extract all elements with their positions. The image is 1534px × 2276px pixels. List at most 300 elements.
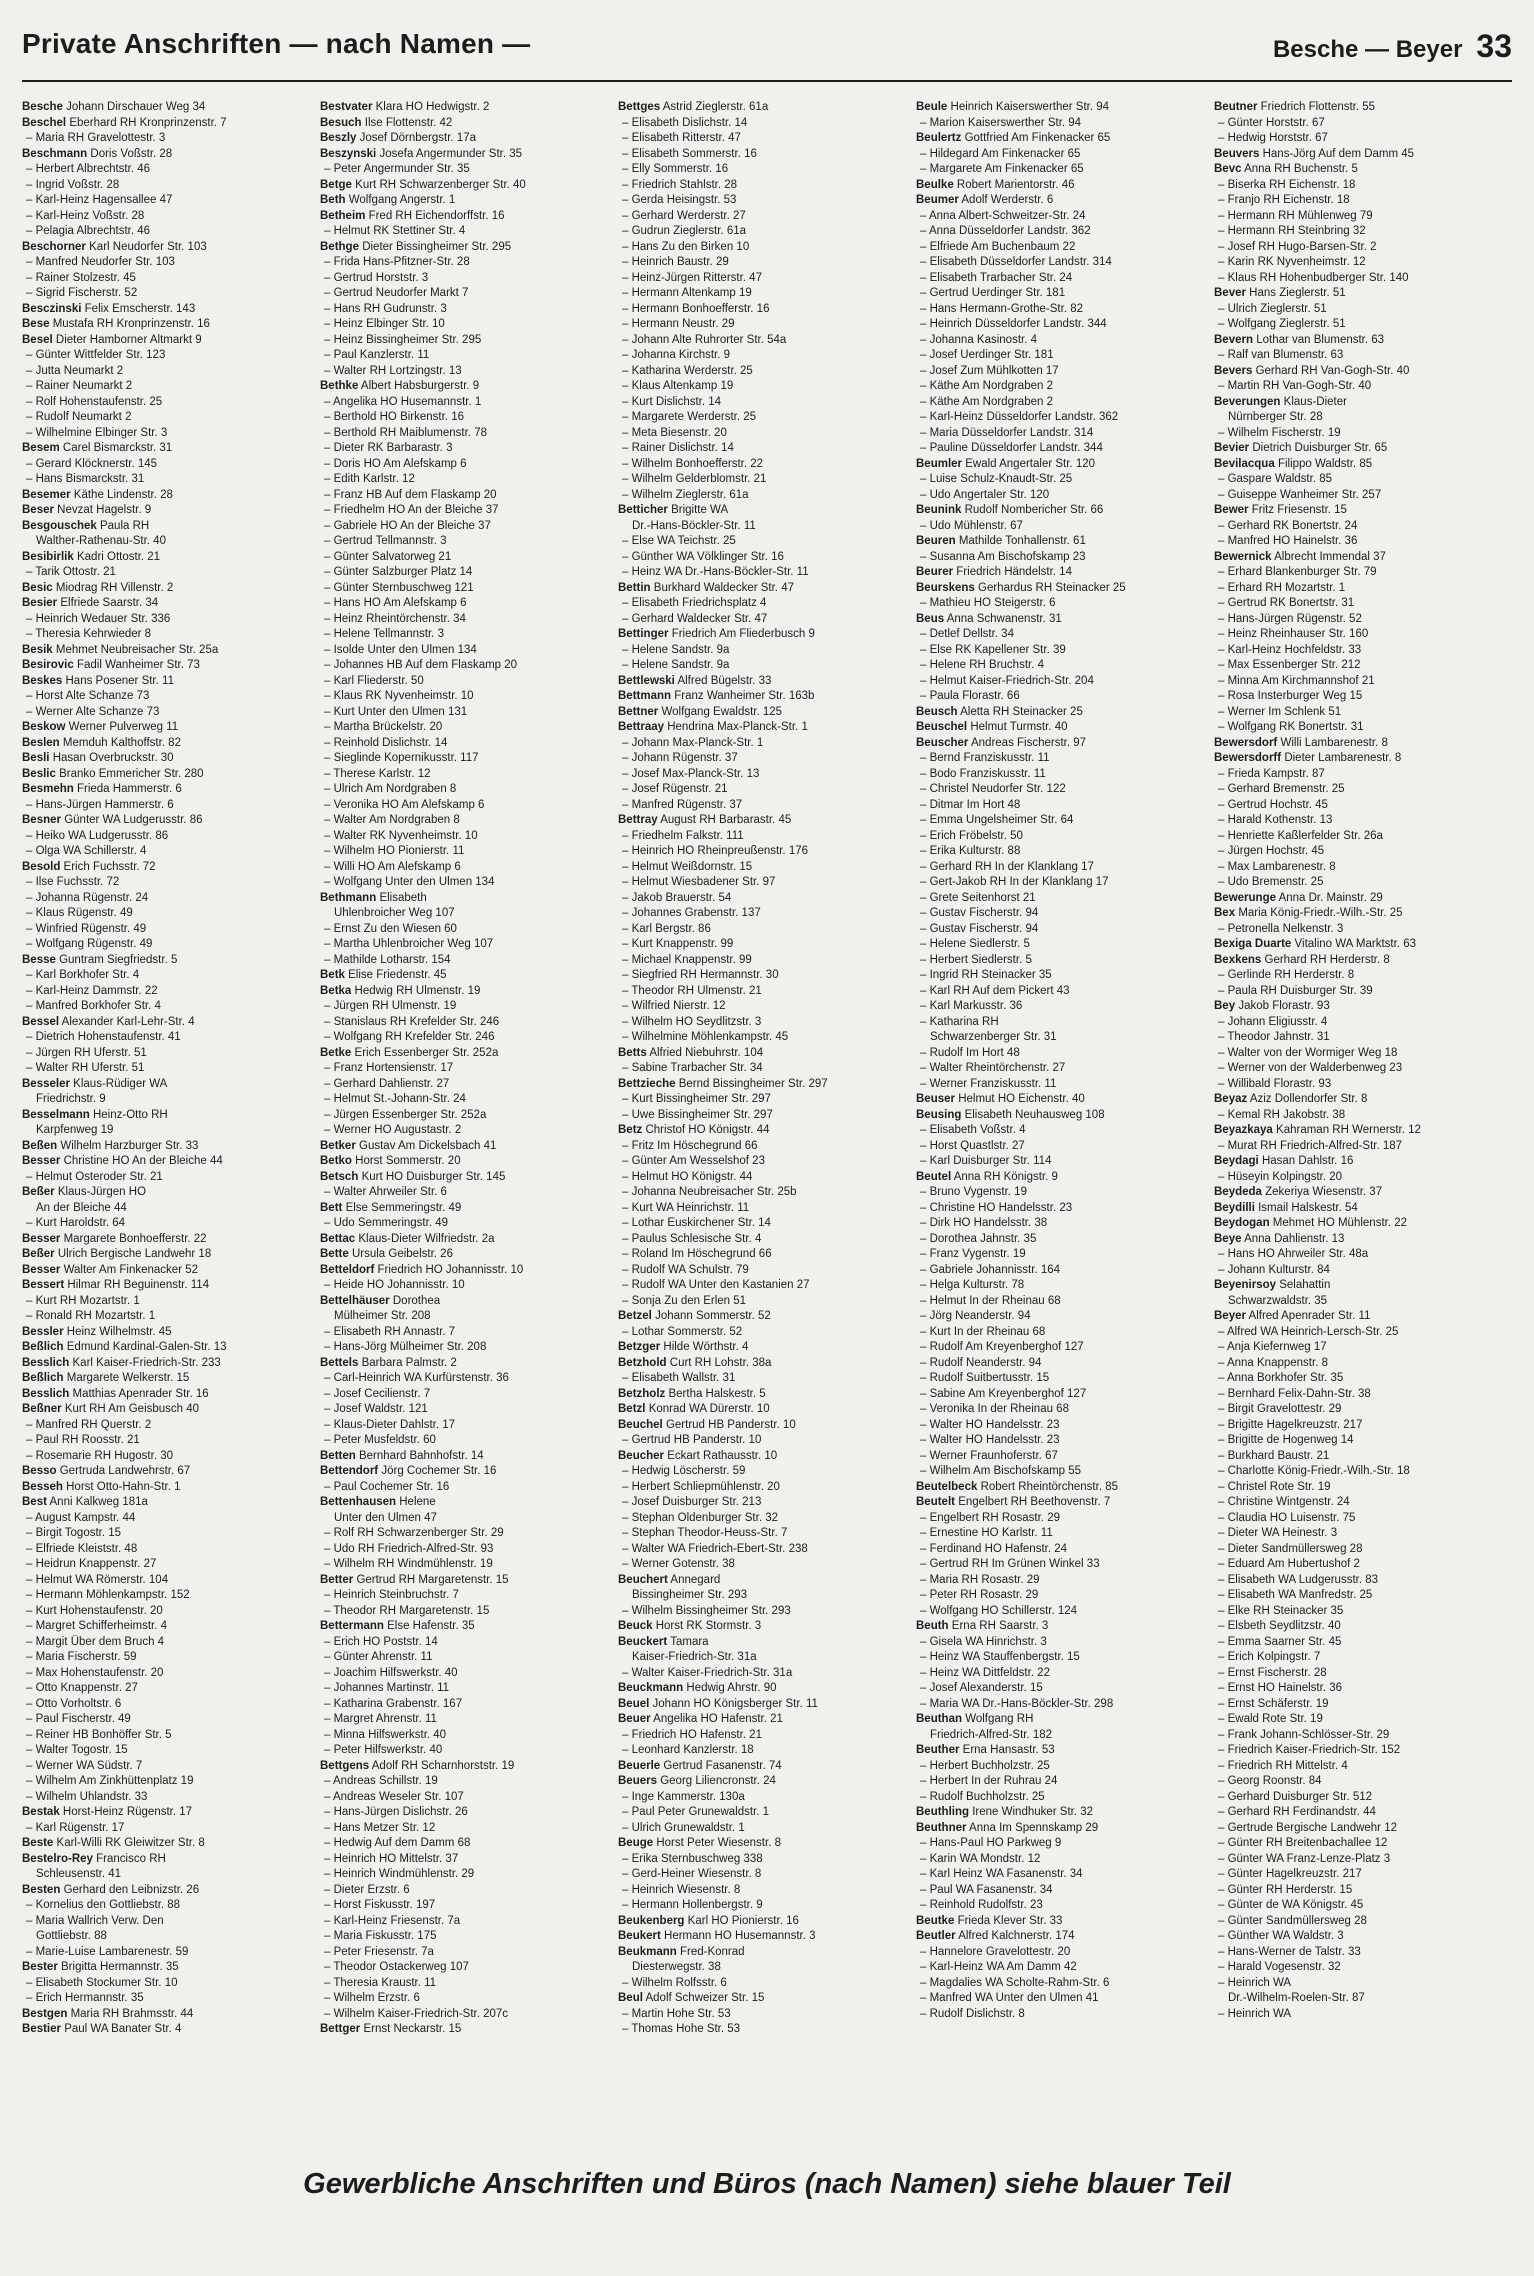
directory-entry	[1214, 302, 1506, 318]
entry-surname: Beyer	[1214, 1310, 1246, 1322]
entry-surname: Beurer	[916, 566, 954, 578]
directory-entry	[618, 720, 910, 736]
directory-entry	[320, 1681, 612, 1697]
entry-details: Angelika HO Hafenstr. 21	[653, 1713, 783, 1725]
directory-entry	[1214, 937, 1506, 953]
directory-entry	[320, 457, 612, 473]
entry-details: Willi Lambarenestr. 8	[1280, 736, 1388, 749]
entry-details: Johann HO Königsberger Str. 11	[652, 1697, 818, 1710]
directory-entry	[916, 426, 1208, 442]
directory-entry	[22, 1154, 314, 1170]
entry-subentry: – Walter HO Handelsstr. 23	[920, 1434, 1060, 1446]
directory-entry	[618, 1449, 910, 1465]
directory-entry	[618, 1356, 910, 1372]
entry-subentry: – Anna Düsseldorfer Landstr. 362	[920, 225, 1091, 237]
entry-subentry: – Ilse Fuchsstr. 72	[26, 876, 120, 888]
directory-entry	[1214, 658, 1506, 674]
directory-entry	[916, 875, 1208, 891]
entry-subentry: – Werner Alte Schanze 73	[26, 705, 160, 718]
entry-subentry: – Herbert In der Ruhrau 24	[920, 1775, 1058, 1787]
entry-details: Josef Dörnbergstr. 17a	[359, 132, 476, 144]
directory-entry	[22, 1495, 314, 1511]
entry-subentry: – Rolf RH Schwarzenberger Str. 29	[324, 1527, 504, 1539]
directory-entry	[22, 1883, 314, 1899]
entry-details: Jakob Florastr. 93	[1238, 1000, 1330, 1012]
entry-subentry: – Josef Rügenstr. 21	[622, 783, 728, 795]
entry-details: Wilhelm Harzburger Str. 33	[60, 1139, 199, 1152]
directory-entry	[618, 813, 910, 829]
entry-details: Gerhard den Leibnizstr. 26	[63, 1883, 200, 1896]
entry-subentry: – Karl-Heinz Düsseldorfer Landstr. 362	[920, 411, 1119, 423]
directory-entry	[320, 317, 612, 333]
entry-details: Else Semmeringstr. 49	[345, 1201, 462, 1214]
directory-entry	[320, 999, 612, 1015]
directory-entry	[320, 410, 612, 426]
entry-details: Horst Sommerstr. 20	[355, 1155, 461, 1167]
directory-entry	[22, 1201, 314, 1217]
directory-entry	[320, 1976, 612, 1992]
directory-entry	[618, 767, 910, 783]
page-title: Private Anschriften — nach Namen —	[22, 28, 531, 59]
entry-details: Karl Neudorfer Str. 103	[89, 240, 207, 253]
entry-subentry: – Hans HO Am Alefskamp 6	[324, 597, 467, 609]
directory-entry	[916, 1914, 1208, 1930]
entry-surname: Besik	[22, 643, 53, 656]
directory-entry	[1214, 426, 1506, 442]
directory-entry	[1214, 720, 1506, 736]
entry-continuation: Uhlenbroicher Weg 107	[334, 907, 455, 919]
directory-entry	[618, 503, 910, 519]
entry-details: Edmund Kardinal-Galen-Str. 13	[66, 1341, 227, 1353]
entry-details: Ursula Geibelstr. 26	[351, 1248, 453, 1260]
directory-entry	[1214, 100, 1506, 116]
directory-entry	[618, 1588, 910, 1604]
entry-surname: Bessler	[22, 1325, 64, 1338]
entry-surname: Beutke	[916, 1914, 955, 1927]
entry-subentry: – Wolfgang RH Krefelder Str. 246	[324, 1031, 495, 1043]
directory-entry	[320, 1015, 612, 1031]
directory-entry	[1214, 317, 1506, 333]
entry-surname: Bettenhausen	[320, 1496, 397, 1508]
directory-entry	[22, 1914, 314, 1930]
directory-entry	[320, 581, 612, 597]
entry-continuation: Diesterwegstr. 38	[632, 1961, 721, 1973]
entry-subentry: – Burkhard Baustr. 21	[1218, 1449, 1330, 1462]
entry-details: Memduh Kalthoffstr. 82	[62, 736, 181, 749]
entry-subentry: – Fritz Im Höschegrund 66	[622, 1139, 758, 1152]
directory-entry	[320, 1526, 612, 1542]
directory-entry	[618, 534, 910, 550]
directory-entry	[22, 891, 314, 907]
entry-subentry: – Maria Fischerstr. 59	[26, 1651, 137, 1663]
entry-subentry: – Otto Vorholtstr. 6	[26, 1697, 122, 1710]
entry-continuation: Unter den Ulmen 47	[334, 1511, 437, 1524]
directory-entry	[618, 1790, 910, 1806]
directory-entry	[22, 1619, 314, 1635]
entry-surname: Beuthner	[916, 1821, 967, 1834]
entry-subentry: – Andreas Schillstr. 19	[324, 1775, 438, 1787]
entry-surname: Bevers	[1214, 364, 1253, 377]
directory-entry	[22, 1108, 314, 1124]
entry-subentry: – Marion Kaiserswerther Str. 94	[920, 116, 1082, 129]
entry-subentry: – Wilhelm Rolfsstr. 6	[622, 1976, 727, 1989]
entry-subentry: – Kurt Hohenstaufenstr. 20	[26, 1604, 163, 1617]
entry-subentry: – Klaus Rügenstr. 49	[26, 907, 133, 919]
entry-surname: Betzger	[618, 1341, 661, 1353]
entry-subentry: – Horst Quastlstr. 27	[920, 1139, 1025, 1152]
directory-entry	[916, 643, 1208, 659]
entry-details: Aziz Dollendorfer Str. 8	[1249, 1093, 1368, 1105]
entry-subentry: – Elfriede Kleiststr. 48	[26, 1542, 138, 1555]
directory-entry	[618, 906, 910, 922]
entry-subentry: – Karl Heinz WA Fasanenstr. 34	[920, 1868, 1083, 1880]
directory-entry	[1214, 565, 1506, 581]
directory-entry	[916, 395, 1208, 411]
directory-entry	[22, 1402, 314, 1418]
entry-subentry: – Heinz Elbinger Str. 10	[324, 318, 445, 330]
entry-continuation: Friedrichstr. 9	[36, 1093, 106, 1105]
entry-subentry: – Heinz WA Stauffenbergstr. 15	[920, 1651, 1080, 1663]
entry-subentry: – Else RK Kapellener Str. 39	[920, 643, 1066, 656]
entry-subentry: – Herbert Schliepmühlenstr. 20	[622, 1480, 780, 1493]
entry-details: Alfred Apenrader Str. 11	[1248, 1310, 1371, 1322]
entry-details: Klaus-Dieter	[1283, 395, 1347, 408]
entry-subentry: – Elisabeth Düsseldorfer Landstr. 314	[920, 256, 1112, 268]
directory-entry	[916, 488, 1208, 504]
directory-entry	[22, 1573, 314, 1589]
entry-continuation: Dr.-Wilhelm-Roelen-Str. 87	[1228, 1992, 1365, 2004]
directory-entry	[22, 1759, 314, 1775]
entry-subentry: – Joachim Hilfswerkstr. 40	[324, 1666, 458, 1679]
directory-entry	[22, 162, 314, 178]
directory-entry	[916, 131, 1208, 147]
directory-entry	[1214, 1247, 1506, 1263]
entry-surname: Bevilacqua	[1214, 457, 1275, 470]
directory-entry	[320, 1728, 612, 1744]
entry-continuation: Schleusenstr. 41	[36, 1868, 122, 1880]
directory-entry	[916, 2007, 1208, 2023]
entry-subentry: – Georg Roonstr. 84	[1218, 1775, 1322, 1787]
entry-subentry: – Manfred Neudorfer Str. 103	[26, 256, 175, 268]
directory-entry	[320, 1805, 612, 1821]
directory-entry	[22, 906, 314, 922]
entry-surname: Bettels	[320, 1356, 359, 1369]
entry-details: Mehmet Neubreisacher Str. 25a	[55, 643, 219, 656]
directory-entry	[618, 1511, 910, 1527]
directory-entry	[916, 1154, 1208, 1170]
directory-entry	[1214, 1356, 1506, 1372]
entry-subentry: – Emma Saarner Str. 45	[1218, 1635, 1342, 1648]
entry-subentry: – Christel Neudorfer Str. 122	[920, 783, 1066, 795]
directory-entry	[320, 1030, 612, 1046]
entry-subentry: – Frieda Kampstr. 87	[1218, 767, 1325, 780]
directory-entry	[320, 1542, 612, 1558]
entry-subentry: – Klaus-Dieter Dahlstr. 17	[324, 1418, 456, 1431]
entry-subentry: – Elisabeth Voßstr. 4	[920, 1124, 1026, 1136]
directory-entry	[22, 1511, 314, 1527]
entry-subentry: – Sabine Am Kreyenberghof 127	[920, 1387, 1087, 1400]
directory-entry	[1214, 1387, 1506, 1403]
directory-entry	[22, 116, 314, 132]
directory-entry	[618, 1433, 910, 1449]
entry-subentry: – Anna Knappenstr. 8	[1218, 1356, 1328, 1369]
directory-entry	[1214, 1325, 1506, 1341]
directory-entry	[618, 1278, 910, 1294]
directory-entry	[320, 1077, 612, 1093]
entry-subentry: – Walter Rheintörchenstr. 27	[920, 1062, 1066, 1074]
directory-entry	[22, 1929, 314, 1945]
entry-details: Friedrich Händelstr. 14	[956, 566, 1072, 578]
directory-entry	[1214, 348, 1506, 364]
entry-details: Gertrud HB Panderstr. 10	[665, 1418, 796, 1431]
directory-entry	[1214, 1139, 1506, 1155]
entry-subentry: – Günter Hagelkreuzstr. 217	[1218, 1868, 1362, 1880]
directory-entry	[916, 937, 1208, 953]
entry-subentry: – Stephan Oldenburger Str. 32	[622, 1511, 778, 1524]
directory-entry	[916, 1774, 1208, 1790]
entry-surname: Beunink	[916, 504, 962, 516]
directory-entry	[916, 1030, 1208, 1046]
entry-details: Hermann HO Husemannstr. 3	[664, 1930, 816, 1942]
directory-entry	[1214, 860, 1506, 876]
entry-subentry: – Wilhelm HO Seydlitzstr. 3	[622, 1015, 762, 1028]
directory-entry	[916, 1821, 1208, 1837]
directory-entry	[320, 333, 612, 349]
directory-entry	[916, 1898, 1208, 1914]
entry-subentry: – Elisabeth Wallstr. 31	[622, 1372, 736, 1384]
directory-entry	[320, 813, 612, 829]
entry-subentry: – Udo Bremenstr. 25	[1218, 876, 1324, 888]
directory-entry	[22, 1247, 314, 1263]
directory-entry	[916, 1929, 1208, 1945]
directory-entry	[916, 1232, 1208, 1248]
directory-entry	[22, 1030, 314, 1046]
entry-continuation: Mülheimer Str. 208	[334, 1310, 431, 1322]
entry-subentry: – Katharina Grabenstr. 167	[324, 1697, 463, 1710]
directory-entry	[1214, 581, 1506, 597]
entry-subentry: – Kurt Unter den Ulmen 131	[324, 705, 468, 718]
directory-entry	[916, 1278, 1208, 1294]
entry-surname: Beutner	[1214, 101, 1258, 113]
directory-entry	[320, 1278, 612, 1294]
directory-entry	[320, 1247, 612, 1263]
directory-entry	[320, 844, 612, 860]
directory-entry	[320, 1185, 612, 1201]
entry-details: Fritz Friesenstr. 15	[1251, 504, 1347, 516]
entry-details: Werner Pulverweg 11	[68, 721, 179, 733]
entry-surname: Bettmann	[618, 690, 672, 702]
entry-subentry: – Elly Sommerstr. 16	[622, 163, 729, 175]
entry-subentry: – Henriette Kaßlerfelder Str. 26a	[1218, 829, 1383, 842]
entry-subentry: – Veronika In der Rheinau 68	[920, 1403, 1069, 1415]
entry-subentry: – Andreas Weseler Str. 107	[324, 1790, 464, 1803]
entry-subentry: – Ingrid RH Steinacker 35	[920, 969, 1052, 981]
entry-subentry: – Margit Über dem Bruch 4	[26, 1635, 165, 1648]
entry-subentry: – Berthold HO Birkenstr. 16	[324, 411, 464, 423]
directory-entry	[320, 162, 612, 178]
directory-entry	[916, 1697, 1208, 1713]
entry-subentry: – Günter Salzburger Platz 14	[324, 566, 473, 578]
entry-subentry: – Helmut RK Stettiner Str. 4	[324, 225, 466, 237]
page-header	[22, 24, 1512, 82]
entry-subentry: – Hans-Paul HO Parkweg 9	[920, 1837, 1062, 1849]
directory-entry	[1214, 162, 1506, 178]
entry-subentry: – Gerhard RH Ferdinandstr. 44	[1218, 1806, 1376, 1818]
directory-entry	[618, 1170, 910, 1186]
entry-details: Alexander Karl-Lehr-Str. 4	[61, 1015, 195, 1028]
entry-subentry: – Walter RH Lortzingstr. 13	[324, 364, 462, 377]
directory-entry	[320, 379, 612, 395]
entry-subentry: – Michael Knappenstr. 99	[622, 953, 752, 966]
directory-entry	[22, 767, 314, 783]
directory-entry	[22, 1728, 314, 1744]
entry-details: Fred RH Eichendorffstr. 16	[368, 209, 505, 222]
directory-entry	[916, 1356, 1208, 1372]
directory-entry	[916, 1170, 1208, 1186]
entry-details: Kurt RH Am Geisbusch 40	[64, 1403, 200, 1415]
entry-subentry: – Gabriele HO An der Bleiche 37	[324, 519, 491, 532]
entry-subentry: – Paula Florastr. 66	[920, 690, 1020, 702]
entry-subentry: – Hedwig Auf dem Damm 68	[324, 1837, 471, 1849]
directory-entry	[916, 1991, 1208, 2007]
entry-details: Albrecht Immendal 37	[1274, 550, 1386, 563]
directory-entry	[1214, 1449, 1506, 1465]
directory-entry	[22, 410, 314, 426]
entry-details: Erich Fuchsstr. 72	[63, 860, 156, 873]
entry-surname: Beutel	[916, 1170, 952, 1183]
entry-subentry: – Heinrich Düsseldorfer Landstr. 344	[920, 318, 1107, 330]
directory-entry	[1214, 519, 1506, 535]
directory-entry	[1214, 844, 1506, 860]
entry-subentry: – Harald Kothenstr. 13	[1218, 814, 1333, 826]
entry-subentry: – Elisabeth Friedrichsplatz 4	[622, 597, 767, 609]
entry-surname: Besser	[22, 1155, 61, 1167]
entry-surname: Beuscher	[916, 736, 969, 749]
directory-entry	[1214, 1883, 1506, 1899]
directory-entry	[22, 519, 314, 535]
entry-surname: Best	[22, 1496, 47, 1508]
directory-entry	[1214, 1480, 1506, 1496]
entry-surname: Bettgens	[320, 1759, 370, 1772]
entry-subentry: – Ulrich Am Nordgraben 8	[324, 783, 457, 795]
entry-subentry: – Käthe Am Nordgraben 2	[920, 395, 1053, 408]
directory-entry	[320, 395, 612, 411]
entry-surname: Bexiga Duarte	[1214, 938, 1292, 950]
entry-details: Bertha Halskestr. 5	[668, 1387, 766, 1400]
entry-subentry: – Herbert Siedlerstr. 5	[920, 953, 1032, 966]
entry-subentry: – Gerda Heisingstr. 53	[622, 194, 737, 206]
directory-entry	[618, 705, 910, 721]
entry-subentry: – Josef Max-Planck-Str. 13	[622, 767, 760, 780]
directory-entry	[916, 550, 1208, 566]
entry-subentry: – Dietrich Hohenstaufenstr. 41	[26, 1031, 181, 1043]
directory-entry	[22, 302, 314, 318]
directory-entry	[618, 798, 910, 814]
entry-surname: Besibirlik	[22, 550, 74, 563]
directory-entry	[1214, 224, 1506, 240]
directory-entry	[22, 1743, 314, 1759]
entry-subentry: – Gert-Jakob RH In der Klanklang 17	[920, 876, 1109, 888]
directory-entry	[1214, 1402, 1506, 1418]
directory-entry	[916, 364, 1208, 380]
directory-entry	[320, 1836, 612, 1852]
entry-subentry: – Johanna Kirchstr. 9	[622, 349, 731, 361]
entry-subentry: – Heinrich Wedauer Str. 336	[26, 612, 171, 625]
entry-details: Anna RH Königstr. 9	[953, 1170, 1058, 1183]
directory-entry	[320, 1929, 612, 1945]
entry-details: Gertrud Fasanenstr. 74	[663, 1759, 782, 1772]
entry-subentry: – Johannes HB Auf dem Flaskamp 20	[324, 659, 518, 671]
directory-entry	[320, 1232, 612, 1248]
entry-subentry: – Paul Kanzlerstr. 11	[324, 349, 430, 361]
entry-surname: Beßlich	[22, 1341, 64, 1353]
directory-entry	[618, 410, 910, 426]
directory-entry	[22, 829, 314, 845]
directory-entry	[916, 658, 1208, 674]
directory-entry	[320, 922, 612, 938]
entry-surname: Beuer	[618, 1713, 651, 1725]
directory-entry	[320, 286, 612, 302]
entry-details: Brigitte WA	[671, 504, 729, 516]
entry-details: Josefa Angermunder Str. 35	[379, 147, 523, 160]
entry-subentry: – Eduard Am Hubertushof 2	[1218, 1558, 1360, 1570]
directory-entry	[320, 891, 612, 907]
entry-surname: Bethmann	[320, 891, 377, 904]
directory-entry	[618, 2022, 910, 2038]
directory-entry	[320, 1790, 612, 1806]
directory-entry	[618, 1728, 910, 1744]
directory-entry	[916, 286, 1208, 302]
entry-details: Andreas Fischerstr. 97	[970, 736, 1087, 749]
entry-surname: Beydagi	[1214, 1155, 1259, 1167]
entry-details: Mehmet HO Mühlenstr. 22	[1272, 1217, 1408, 1229]
entry-subentry: – Johanna Kasinostr. 4	[920, 333, 1037, 346]
entry-details: Karl-Willi RK Gleiwitzer Str. 8	[56, 1837, 205, 1849]
directory-entry	[320, 364, 612, 380]
entry-details: Heinrich Kaiserswerther Str. 94	[950, 101, 1110, 113]
entry-subentry: – Kurt Dislichstr. 14	[622, 395, 722, 408]
entry-details: Zekeriya Wiesenstr. 37	[1265, 1186, 1383, 1198]
entry-subentry: – Wolfgang Zieglerstr. 51	[1218, 318, 1346, 330]
entry-subentry: – Hermann Neustr. 29	[622, 318, 735, 330]
directory-entry	[22, 240, 314, 256]
entry-subentry: – Karl-Heinz Dammstr. 22	[26, 984, 158, 997]
entry-subentry: – Wilhelm Gelderblomstr. 21	[622, 473, 767, 485]
entry-subentry: – Sonja Zu den Erlen 51	[622, 1294, 747, 1307]
entry-subentry: – Hans-Jürgen Rügenstr. 52	[1218, 612, 1362, 625]
entry-subentry: – Rudolf Neumarkt 2	[26, 411, 132, 423]
directory-entry	[618, 1418, 910, 1434]
directory-entry	[22, 751, 314, 767]
entry-surname: Beskes	[22, 674, 63, 687]
directory-entry	[320, 782, 612, 798]
directory-entry	[22, 1449, 314, 1465]
entry-subentry: – Manfred RH Querstr. 2	[26, 1418, 152, 1431]
entry-details: Carel Bismarckstr. 31	[62, 442, 173, 454]
directory-entry	[916, 1836, 1208, 1852]
directory-entry	[22, 503, 314, 519]
entry-details: Hans Zieglerstr. 51	[1249, 287, 1346, 299]
entry-subentry: – Udo Semmeringstr. 49	[324, 1217, 449, 1229]
directory-entry	[916, 1604, 1208, 1620]
entry-details: Aletta RH Steinacker 25	[960, 705, 1083, 718]
entry-subentry: – Heinz Rheinhauser Str. 160	[1218, 628, 1369, 640]
directory-entry	[320, 798, 612, 814]
directory-entry	[320, 1371, 612, 1387]
entry-details: Guntram Siegfriedstr. 5	[59, 953, 178, 966]
entry-details: Eberhard RH Kronprinzenstr. 7	[69, 116, 227, 129]
directory-entry	[22, 1340, 314, 1356]
